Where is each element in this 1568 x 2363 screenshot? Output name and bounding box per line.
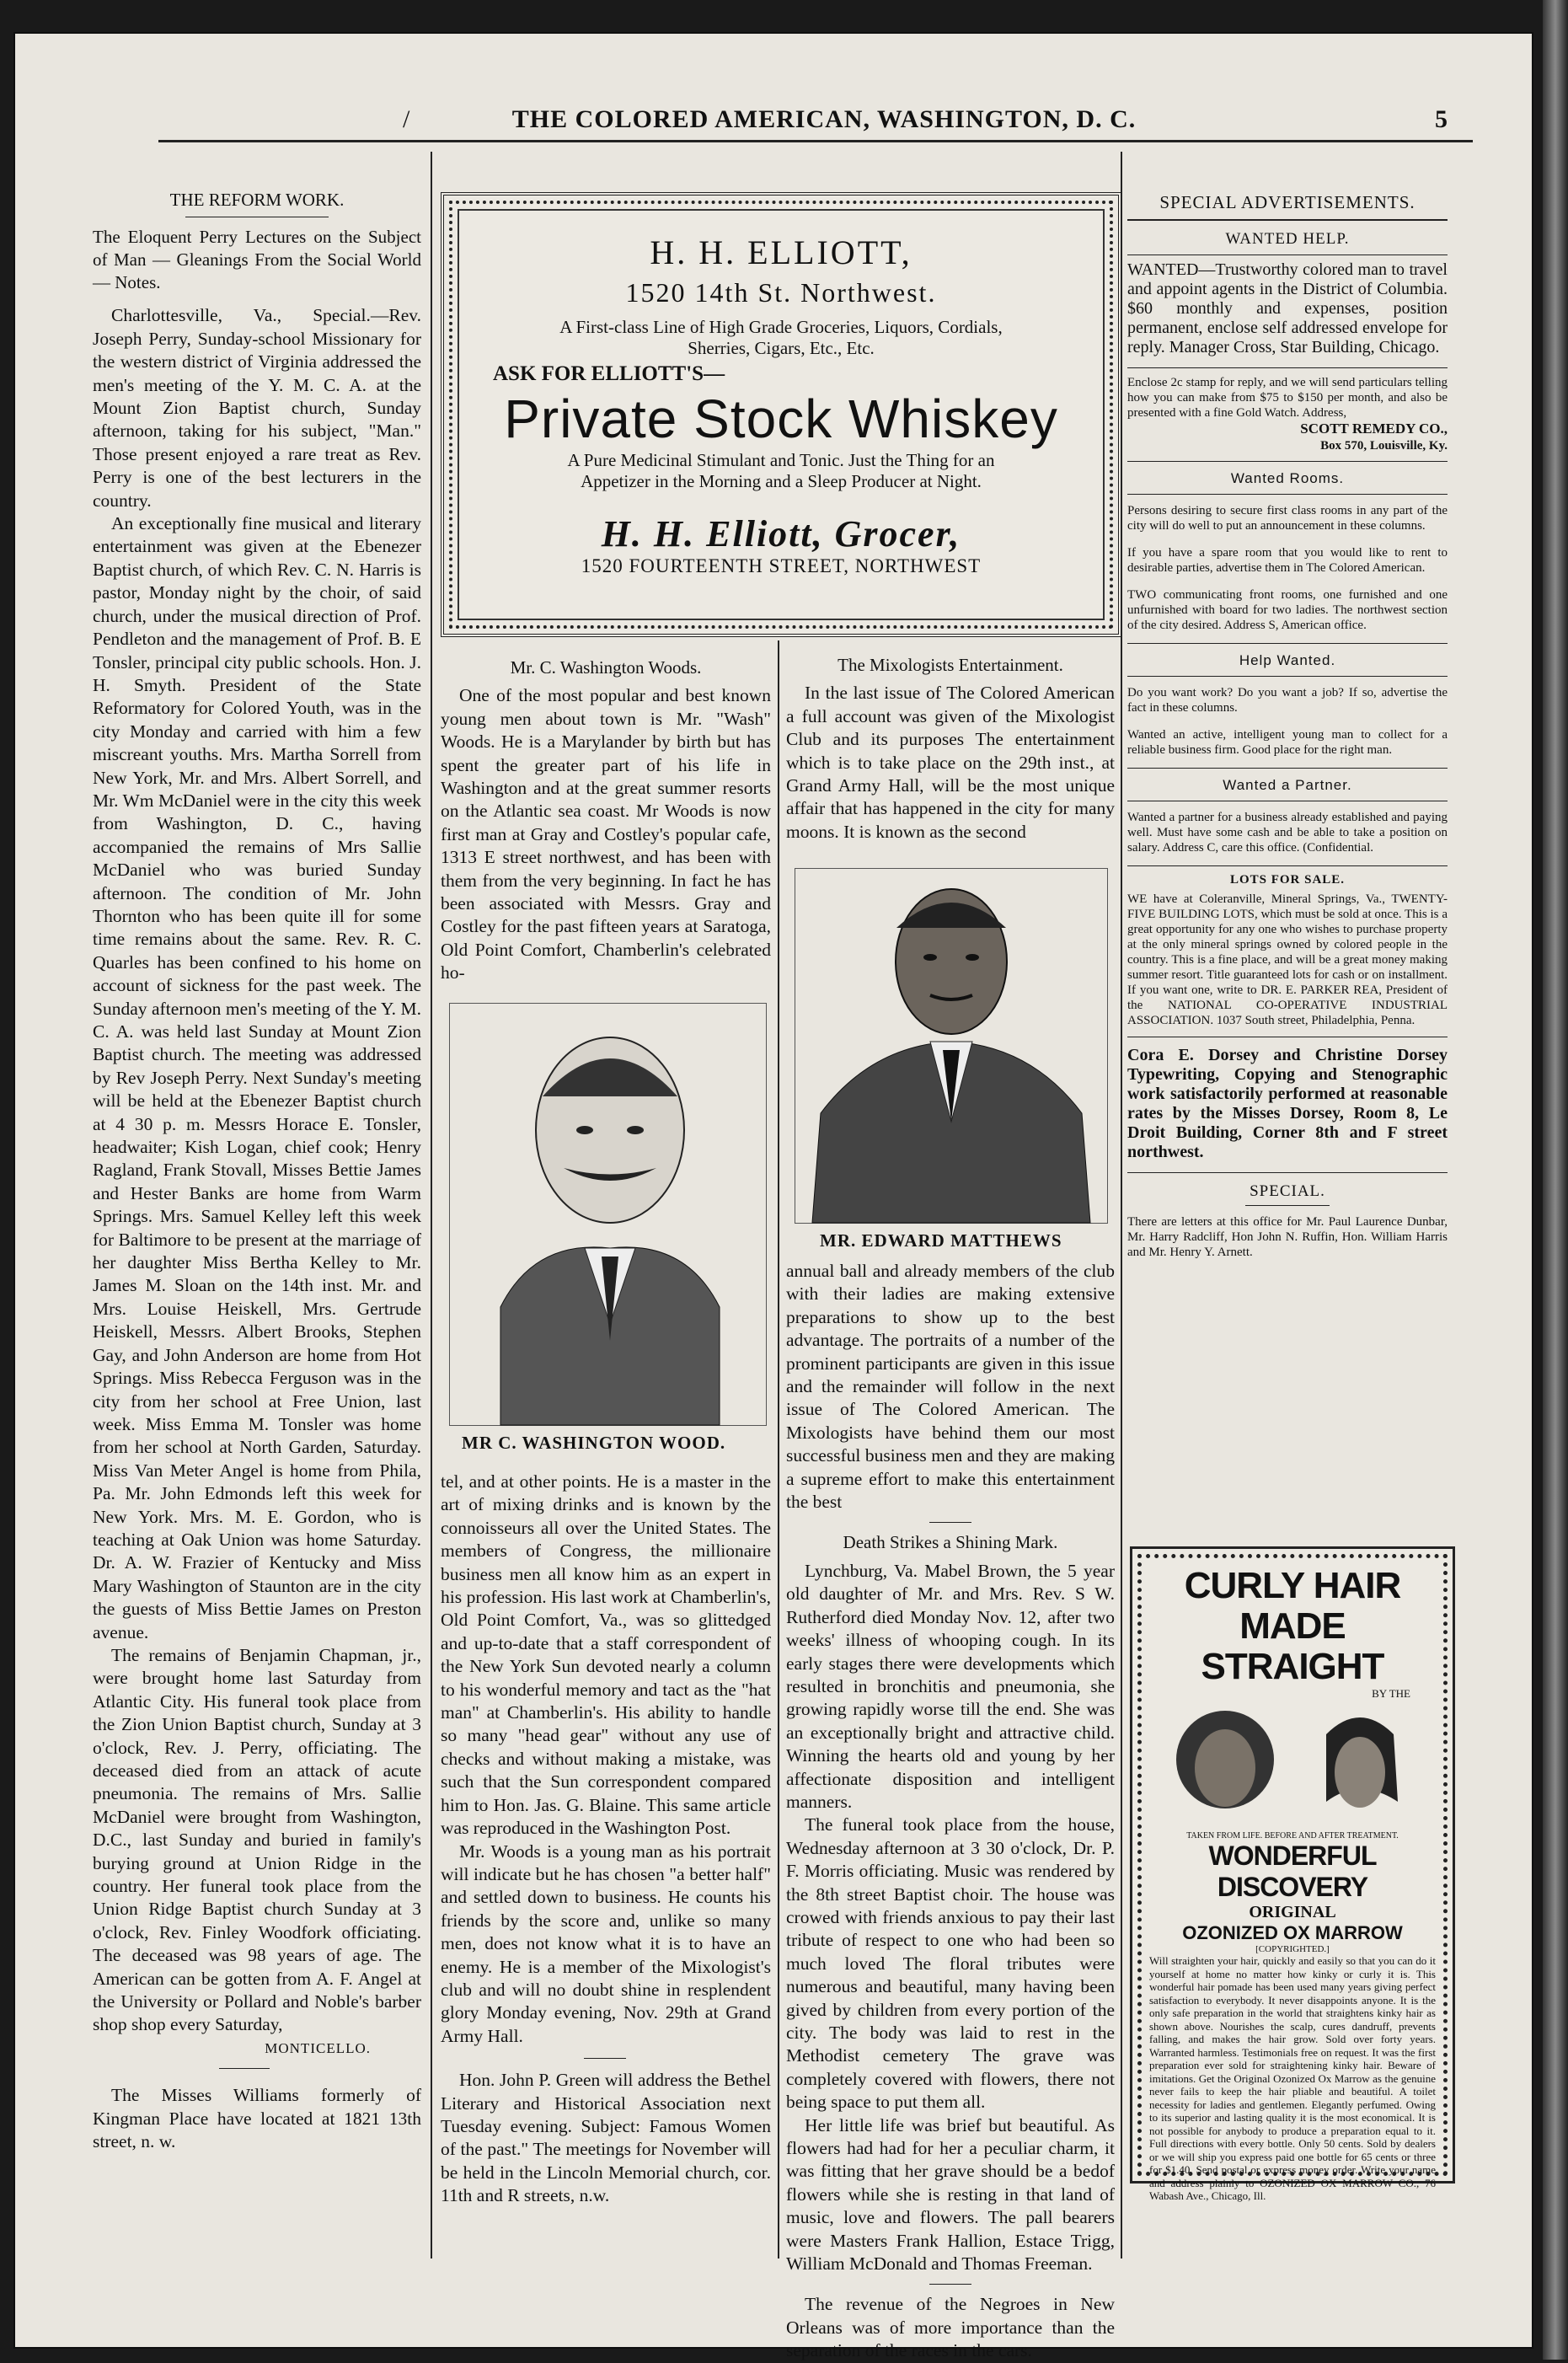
ad-scott-name: SCOTT REMEDY CO., — [1300, 421, 1448, 437]
column-reform-work — [93, 185, 421, 2154]
paragraph: annual ball and already members of the club with their ladies are making extensive preparations to show up to the best advantage. The portraits of a number of the prominent participants are given in this issue and the remainder will follow in the next issue of The Colored American. The Mixologists have behind them our most successful business men and they are making a supreme effort to make this entertainment the best — [786, 1261, 1115, 1513]
separator — [929, 1522, 971, 1523]
masthead — [15, 105, 1532, 139]
article-heading: Mr. C. Washington Woods. — [510, 657, 702, 678]
ad-headline: WONDERFUL DISCOVERY — [1208, 1841, 1377, 1902]
ad-line: A First-class Line of High Grade Groceries, Liquors, Cordials, — [559, 317, 1003, 337]
section-rule — [1127, 643, 1448, 644]
binding-edge — [1543, 0, 1568, 2360]
column-special-ads — [1127, 194, 1448, 1260]
special-heading: SPECIAL. — [1250, 1182, 1325, 1200]
wanted-rooms-heading: Wanted Rooms. — [1230, 470, 1345, 486]
help-wanted-heading: Help Wanted. — [1239, 652, 1336, 668]
newspaper-page — [15, 34, 1532, 2361]
section-rule — [1127, 768, 1448, 769]
paragraph: tel, and at other points. He is a master in the art of mixing drinks and is known by the connoisseurs all over the United States. The members of Congress, the millionaire business men all know him as an expert in his profession. His last work at Chamberlin's, Old Point Comfort, Va., was so glittedged and up-to-date that a staff correspondent of the New York Sun devoted nearly a column to his wonderful memory and tact as the "hat man" at Chamberlin's. His ability to handle so many "head gear" without any use of checks and without making a mistake, was such that the Sun correspondent compared him to Hon. Jas. G. Blaine. This same article was reproduced in the Washington Post. — [441, 1471, 771, 1839]
ad-name: H. H. ELLIOTT, — [650, 233, 912, 271]
separator — [219, 2068, 270, 2069]
paragraph: Mr. Woods is a young man as his portrait will indicate but he has chosen "a better half" and settled down to business. He counts his friends by the score and, unlike so many men, does not know what it is to have an enemy. He is a member of the Mixologist's club and will no doubt shine in resplendent glory Monday evening, Nov. 29th at Grand Army Hall. — [441, 1841, 771, 2046]
lots-heading: LOTS FOR SALE. — [1229, 873, 1346, 887]
separator — [584, 2058, 626, 2059]
ad-dorsey: Cora E. Dorsey and Christine Dorsey Typewriting, Copying and Stenographic work satisfactorily performed at reasonable rates by the Misses Dorsey, Room 8, Le Droit Building, Corner 8th and F street northwest. — [1127, 1046, 1448, 1161]
paragraph: Hon. John P. Green will address the Bethel Literary and Historical Association next Tuesday evening. Subject: Famous Women of the past." The meetings for November will be held in the Lincoln Memorial church, cor. 11th and R streets, n.w. — [441, 2070, 771, 2206]
ad-content — [1149, 1565, 1436, 2202]
ad-product: OZONIZED OX MARROW — [1182, 1922, 1403, 1943]
section-rule — [1127, 865, 1448, 866]
paragraph: Lynchburg, Va. Mabel Brown, the 5 year old daughter of Mr. and Mrs. Rev. S W. Rutherford died Monday Nov. 12, after two weeks' illness of whooping cough. In its early stages there were developments which resulted in bronchitis and pneumonia, she growing rapidly worse till the end. She was an exceptionally bright and attractive child. Winning the hearts old and young by her affectionate disposition and intelligent manners. — [786, 1560, 1115, 1812]
ad-rooms: TWO communicating front rooms, one furnished and one unfurnished with board for two ladies. The northwest section of the city desired. Address S, American office. — [1127, 588, 1448, 632]
column-woods-continued — [441, 1471, 771, 2208]
column-woods — [441, 653, 771, 985]
ad-line: ORIGINAL — [1249, 1903, 1336, 1921]
column-divider — [431, 152, 432, 2259]
ad-signature: H. H. Elliott, Grocer, — [601, 513, 961, 555]
ad-rooms: If you have a spare room that you would like to rent to desirable parties, advertise them in The Colored American. — [1127, 546, 1448, 575]
before-after-illustration — [1158, 1701, 1427, 1827]
portrait-illustration — [450, 1004, 766, 1425]
masthead-rule — [158, 140, 1473, 142]
column-mixologists — [786, 651, 1115, 844]
column-mixologists-continued — [786, 1260, 1115, 2363]
ad-lots: WE have at Coleranville, Mineral Springs, Va., TWENTY-FIVE BUILDING LOTS, which must be sold at once. This is a great opportunity for any one who wishes to purchase property at the only mineral springs owned by colored people in the country. This is a fine place, and will be a great money making summer resort. Title guaranteed lots for cash or on installment. If you want one, write to DR. E. PARKER REA, President of the NATIONAL CO-OPERATIVE INDUSTRIAL ASSOCIATION. 1037 South street, Philadelphia, Penna. — [1127, 892, 1448, 1027]
curly-hair-ad — [1130, 1546, 1455, 2202]
ad-headline: CURLY HAIR — [1184, 1565, 1401, 1606]
paragraph: The funeral took place from the house, Wednesday afternoon at 3 30 o'clock, Dr. P. F. Morris officiating. Music was rendered by the 8th street Baptist choir. The house was crowed with friends anxious to pay their last tribute of respect to one who had been so much loved The floral tributes were numerous and beautiful, many having been gived by children from every portion of the city. The body was laid to rest in the Methodist cemetery The grave was completely covered with flowers, there not being space to put them all. — [786, 1814, 1115, 2113]
page-number: 5 — [1435, 105, 1448, 133]
paragraph: In the last issue of The Colored American a full account was given of the Mixologist Club and its purposes The entertainment which is to take place on the 29th inst., at Grand Army Hall, will be the most unique affair that has happened in the city for many moons. It is known as the second — [786, 683, 1115, 842]
article-heading: The Mixologists Entertainment. — [838, 655, 1063, 675]
caption-edward-matthews: MR. EDWARD MATTHEWS — [820, 1230, 1062, 1251]
ad-address: 1520 14th St. Northwest. — [625, 277, 937, 308]
paragraph: One of the most popular and best known young men about town is Mr. "Wash" Woods. He is a Marylander by birth but has spent the greater part of his life in Washington and at the great summer resorts on the Atlantic sea coast. Mr Woods is now first man at Gray and Costley's popular cafe, 1313 E street northwest, and has been with them from the very beginning. In fact he has been associated with Messrs. Gray and Costley for the past fifteen years at Saratoga, Old Point Comfort, Chamberlin's celebrated ho- — [441, 685, 771, 983]
article-heading: THE REFORM WORK. — [169, 190, 345, 210]
paragraph: Her little life was brief but beautiful. As flowers had had for her a peculiar charm, it was fitting that her grave should be a bedof flowers while she is resting in that land of music, love and flowers. The pall bearers were Masters Frank Hallion, Estace Trigg, William McDonald and Thomas Freeman. — [786, 2114, 1115, 2275]
paragraph: The Misses Williams formerly of Kingman Place have located at 1821 13th street, n. w. — [93, 2085, 421, 2152]
ad-wanted-agents: WANTED—Trustworthy colored man to travel and appoint agents in the District of Columbia. $60 monthly and expenses, position permanent, enclose self addressed envelope for reply. Manager Cross, Star Building, Chicago. — [1127, 260, 1448, 356]
ad-partner: Wanted a partner for a business already established and paying well. Must have some cash and be able to take a position on salary. Address C, care this office. (Confidential. — [1127, 811, 1448, 855]
section-rule — [1127, 367, 1448, 368]
ad-line: Sherries, Cigars, Etc., Etc. — [688, 338, 875, 358]
section-rule — [1127, 461, 1448, 462]
wanted-help-heading: WANTED HELP. — [1225, 230, 1350, 248]
paragraph: The revenue of the Negroes in New Orleans was of more importance than the separation of the races in the cars. — [786, 2294, 1115, 2361]
ad-help: Wanted an active, intelligent young man to collect for a reliable business firm. Good place for the right man. — [1127, 728, 1448, 757]
masthead-tick: / — [403, 105, 410, 133]
ad-line: A Pure Medicinal Stimulant and Tonic. Just the Thing for an — [567, 450, 995, 470]
section-rule — [1245, 1205, 1330, 1206]
caption-washington-wood: MR C. WASHINGTON WOOD. — [462, 1433, 726, 1453]
ad-line: TAKEN FROM LIFE. BEFORE AND AFTER TREATMENT. — [1186, 1831, 1399, 1841]
masthead-title: THE COLORED AMERICAN, WASHINGTON, D. C. — [511, 105, 1137, 133]
paragraph: An exceptionally fine musical and literary entertainment was given at the Ebenezer Baptist church, of which Rev. C. N. Harris is pastor, Monday night by the choir, of said church, under the musical direction of Prof. Pendleton and the management of Prof. B. E Tonsler, principal city public schools. Hon. J. H. Smyth. President of the State Reformatory for Colored Youth, was in the city Monday and carried with him a few miscreant youths. Mrs. Martha Sorrell from New York, Mr. and Mrs. Albert Sorrell, and Mr. Wm McDaniel were in the city this week from Washington, D. C., having accompanied the remains of Mrs Sallie McDaniel who was buried Sunday afternoon. The condition of Mr. John Thornton who has been quite ill for some time remains about the same. Rev. R. C. Quarles has been confined to his home on account of sickness for the past week. The Sunday afternoon men's meeting of the Y. M. C. A. was held last Sunday at Mount Zion Baptist church. The meeting was addressed by Rev Joseph Perry. Next Sunday's meeting will be held at the Ebenezer Baptist church at 4 30 p. m. Messrs Horace E. Tonsler, headwaiter; Kish Logan, chief cook; Henry Ragland, Frank Stovall, Misses Bettie James and Hester Banks are home from Warm Springs. Mrs. Samuel Kelley left this week for Baltimore to be present at the marriage of her daughter Miss Bertha Kelley to Mr. James M. Sloan on the 14th inst. Mr. and Mrs. Louise Heiskell, Mrs. Gertrude Heiskell, Messrs. Albert Brooks, Stephen Gay, and John Anderson are home from Hot Springs. Miss Rebecca Ferguson was in the city from her school at Free Union, last week. Miss Emma M. Tonsler was home from her school at North Garden, Saturday. Miss Van Meter Angel is home from Phila, Pa. Mr. John Edmonds left this week for New York. Mrs. M. E. Gordon, who is teaching at Oak Union was home Saturday. Dr. A. W. Frazier of Kentucky and Miss Mary Washington of Staunton are in the city the guests of Miss Bettie James on Preston avenue. — [93, 513, 421, 1642]
ad-scott-address: Box 570, Louisville, Ky. — [1320, 439, 1448, 453]
ad-content — [458, 209, 1105, 620]
separator — [929, 2284, 971, 2285]
section-heading: SPECIAL ADVERTISEMENTS. — [1159, 192, 1415, 212]
article-subheading: The Eloquent Perry Lectures on the Subject of Man — Gleanings From the Social World — Notes. — [93, 227, 421, 293]
section-rule — [1127, 676, 1448, 677]
section-rule — [1127, 219, 1448, 221]
column-divider — [778, 640, 779, 2259]
paragraph: The remains of Benjamin Chapman, jr., were brought home last Saturday from Atlantic City. His funeral took place from the Zion Union Baptist church, Sunday at 3 o'clock, Rev. J. Perry, officiating. The deceased died from an attack of acute pneumonia. The remains of Mrs. Sallie McDaniel were brought from Washington, D.C., last Sunday and buried in family's burying ground at Union Ridge in the country. Her funeral took place from the Union Ridge Baptist church Sunday at 3 o'clock, Rev. Finley Woodfork officiating. The deceased was 98 years of age. The American can be gotten from A. F. Angel at the University or Pollard and Noble's barber shop shop every Saturday, — [93, 1644, 421, 2035]
elliott-grocer-ad — [441, 192, 1121, 637]
ad-headline: MADE STRAIGHT — [1201, 1605, 1384, 1687]
wanted-partner-heading: Wanted a Partner. — [1223, 777, 1352, 793]
portrait-washington-wood — [449, 1003, 767, 1426]
ad-line: ASK FOR ELLIOTT'S— — [493, 362, 725, 385]
ad-help: Do you want work? Do you want a job? If so, advertise the fact in these columns. — [1127, 686, 1448, 715]
ad-letters: There are letters at this office for Mr. Paul Laurence Dunbar, Mr. Harry Radcliff, Hon John N. Ruffin, Hon. William Harris and Mr. Henry Y. Arnett. — [1127, 1215, 1448, 1259]
ad-body: Will straighten your hair, quickly and easily so that you can do it yourself at home no matter how kinky or curly it is. This wonderful hair pomade has been used many years giving perfect satisfaction to everybody. It never disappoints anyone. It is the only safe preparation in the world that straightens kinky hair as shown above. Nourishes the scalp, cures dandruff, prevents falling, and makes the hair grow. Sold over forty years. Warranted harmless. Testimonials free on request. It was the first preparation ever sold for straightening kinky hair. Beware of imitations. Get the Original Ozonized Ox Marrow as the genuine never fails to keep the hair pliable and beautiful. A toilet necessity for ladies and gentlemen. Elegantly perfumed. Owing to its superior and lasting quality it is the most economical. It is not possible for anybody to produce a preparation equal to it. Full directions with every bottle. Only 50 cents. Sold by dealers or we will ship you express paid one bottle for 65 cents or three for $1.40. Send postal or express money order. Write your name and address plainly to OZONIZED OX MARROW CO., 76 Wabash Ave., Chicago, Ill. — [1149, 1954, 1436, 2202]
ad-line: BY THE — [1372, 1687, 1410, 1700]
ad-line: Appetizer in the Morning and a Sleep Producer at Night. — [581, 471, 982, 491]
signature: MONTICELLO. — [265, 2039, 371, 2056]
ad-address: 1520 FOURTEENTH STREET, NORTHWEST — [581, 555, 982, 576]
portrait-illustration — [795, 869, 1107, 1223]
article-heading: Death Strikes a Shining Mark. — [843, 1532, 1058, 1553]
ad-scott-remedy: Enclose 2c stamp for reply, and we will send particulars telling how you can make from $75 to $150 per month, and also be presented with a fine Gold Watch. Address, — [1127, 376, 1448, 420]
paragraph: Charlottesville, Va., Special.—Rev. Joseph Perry, Sunday-school Missionary for the western district of Virginia addressed the men's meeting of the Y. M. C. A. at the Mount Zion Baptist church, Sunday afternoon, taking for his subject, "Man." Those present enjoyed a rare treat as Rev. Perry is one of the best lecturers in the country. — [93, 305, 421, 511]
ad-headline: Private Stock Whiskey — [504, 388, 1058, 449]
ad-line: [COPYRIGHTED.] — [1255, 1944, 1330, 1954]
section-rule — [1127, 1172, 1448, 1173]
section-rule — [1127, 494, 1448, 495]
ad-rooms: Persons desiring to secure first class rooms in any part of the city will do well to put an announcement in these columns. — [1127, 504, 1448, 533]
portrait-edward-matthews — [795, 868, 1108, 1224]
